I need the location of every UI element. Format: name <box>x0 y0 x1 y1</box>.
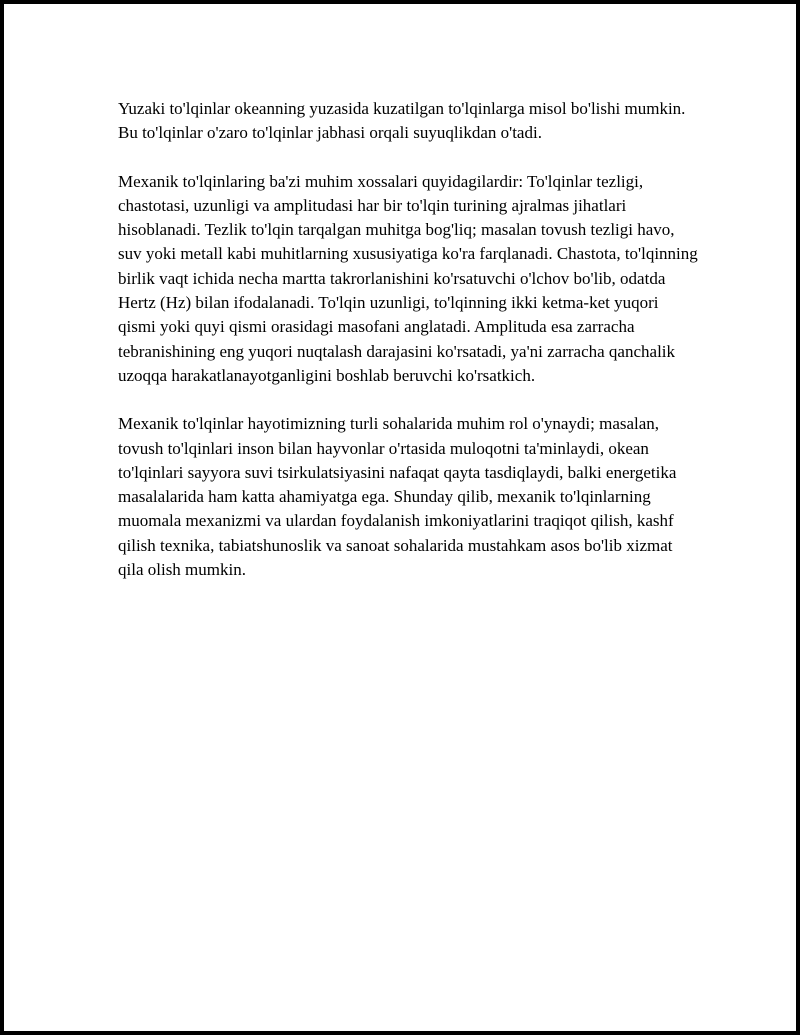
paragraph-surface-waves: Yuzaki to'lqinlar okeanning yuzasida kuzatilgan to'lqinlarga misol bo'lishi mumkin. Bu to'lqinlar o'zaro to'lqinlar jabhasi orqali suyuqlikdan o'tadi. <box>118 99 686 143</box>
document-body <box>118 97 698 606</box>
paragraph-wave-applications: Mexanik to'lqinlar hayotimizning turli sohalarida muhim rol o'ynaydi; masalan, tovush to'lqinlari inson bilan hayvonlar o'rtasida muloqotni ta'minlaydi, okean to'lqinlari sayyora suvi tsirkulatsiyasini nafaqat qayta tasdiqlaydi, balki energetika masalalarida ham katta ahamiyatga ega. Shunday qilib, mexanik to'lqinlarning muomala mexanizmi va ulardan foydalanish imkoniyatlarini traqiqot qilish, kashf qilish texnika, tabiatshunoslik va sanoat sohalarida mustahkam asos bo'lib xizmat qila olish mumkin. <box>118 414 677 580</box>
paragraph-wave-properties: Mexanik to'lqinlaring ba'zi muhim xossalari quyidagilardir: To'lqinlar tezligi, chastotasi, uzunligi va amplitudasi har bir to'lqin turining ajralmas jihatlari hisoblanadi. Tezlik to'lqin tarqalgan muhitga bog'liq; masalan tovush tezligi havo, suv yoki metall kabi muhitlarning xususiyatiga ko'ra farqlanadi. Chastota, to'lqinning birlik vaqt ichida necha martta takrorlanishini ko'rsatuvchi o'lchov bo'lib, odatda Hertz (Hz) bilan ifodalanadi. To'lqin uzunligi, to'lqinning ikki ketma-ket yuqori qismi yoki quyi qismi orasidagi masofani anglatadi. Amplituda esa zarracha tebranishining eng yuqori nuqtalash darajasini ko'rsatadi, ya'ni zarracha qanchalik uzoqqa harakatlanayotganligini boshlab beruvchi ko'rsatkich. <box>118 171 698 385</box>
